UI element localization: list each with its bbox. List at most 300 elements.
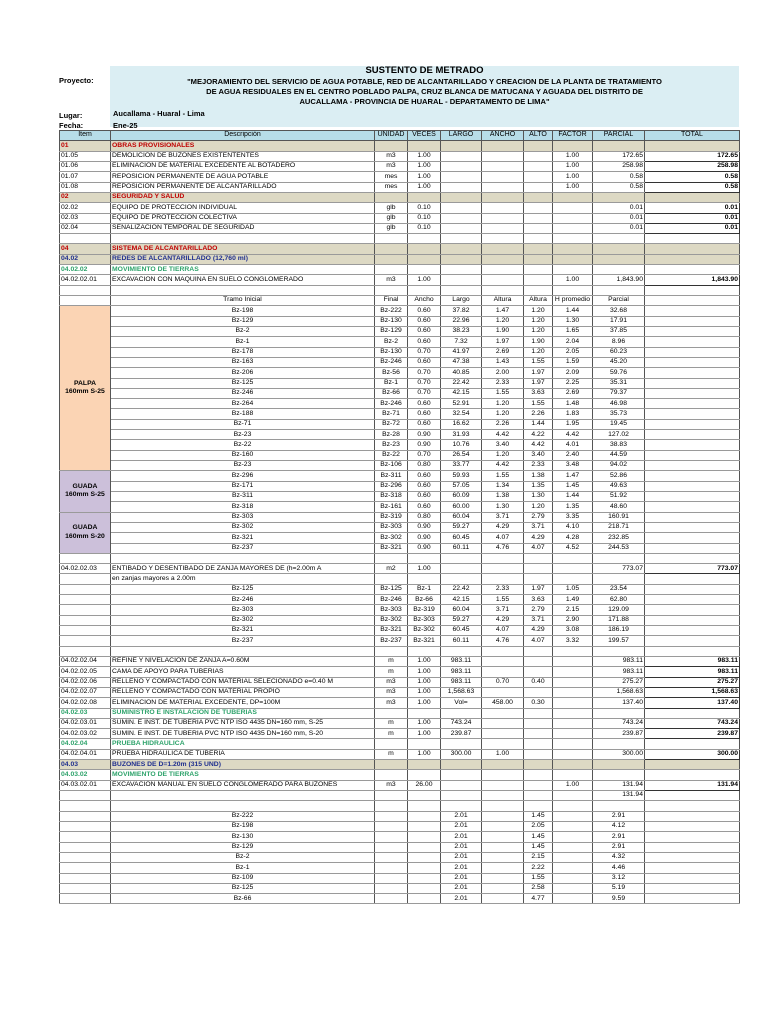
sub-cell: 1.47 (553, 471, 593, 481)
unit-cell: glb (375, 203, 408, 213)
factor-cell (553, 677, 593, 687)
alto-cell (524, 244, 553, 254)
tramo-cell: Bz-296 (111, 471, 375, 481)
sub-cell (408, 821, 441, 831)
ancho-cell (482, 770, 524, 780)
sub-cell: 0.70 (408, 368, 441, 378)
unit-cell (375, 760, 408, 770)
parcial-cell: 1,843.90 (593, 275, 645, 285)
sub-cell: 0.60 (408, 481, 441, 491)
project-label: Proyecto: (59, 76, 94, 85)
empty-cell (441, 801, 482, 811)
total-cell (645, 574, 740, 584)
sub-cell: 1.47 (482, 306, 524, 316)
sub-cell: 2.04 (553, 337, 593, 347)
sub-cell: 3.71 (482, 605, 524, 615)
sub-cell: 2.01 (441, 873, 482, 883)
sub-cell: 3.71 (524, 615, 553, 625)
sub-cell: 3.32 (553, 636, 593, 646)
sub-cell: Bz-303 (375, 522, 408, 532)
tramo-cell: Bz-125 (111, 378, 375, 388)
alto-cell (524, 192, 553, 202)
item-description: OBRAS PROVISIONALES (111, 141, 375, 151)
sub-cell: Ancho (408, 296, 441, 306)
largo-cell (441, 172, 482, 182)
largo-cell (441, 265, 482, 275)
sub-cell: 46.98 (593, 399, 645, 409)
metrado-table (59, 130, 740, 904)
sub-cell: 2.09 (553, 368, 593, 378)
sub-cell: 4.42 (553, 430, 593, 440)
item-row (60, 667, 740, 677)
item-description: ELIMINACION DE MATERIAL EXCEDENTE, DP=100M (111, 698, 375, 708)
sub-cell: 49.63 (593, 481, 645, 491)
sub-cell: 1.30 (482, 502, 524, 512)
largo-cell (441, 760, 482, 770)
empty-cell (553, 646, 593, 656)
sub-cell: 4.01 (553, 440, 593, 450)
item-row (60, 161, 740, 171)
sub-cell: 1.38 (524, 471, 553, 481)
empty-cell (524, 234, 553, 244)
ancho-cell (482, 729, 524, 739)
sub-cell: Bz-302 (375, 533, 408, 543)
parcial-cell (593, 739, 645, 749)
sub-cell: 38.83 (593, 440, 645, 450)
unit-cell: glb (375, 213, 408, 223)
sub-cell: 0.90 (408, 522, 441, 532)
sub-cell: 232.85 (593, 533, 645, 543)
veces-cell (408, 739, 441, 749)
tramo-cell: Bz-2 (111, 852, 375, 862)
sub-cell: 5.19 (593, 883, 645, 893)
sub-cell: 60.09 (441, 491, 482, 501)
sub-cell: 1.95 (553, 419, 593, 429)
item-description: CAMA DE APOYO PARA TUBERIAS (111, 667, 375, 677)
parcial-cell: 0.58 (593, 172, 645, 182)
veces-cell: 1.00 (408, 729, 441, 739)
empty-cell (60, 605, 111, 615)
unit-cell (375, 739, 408, 749)
tramo-cell: Bz-264 (111, 399, 375, 409)
parcial-cell: 743.24 (593, 718, 645, 728)
tramo-cell: Bz-129 (111, 842, 375, 852)
item-description: SEGURIDAD Y SALUD (111, 192, 375, 202)
empty-cell (645, 357, 740, 367)
sub-cell: 4.46 (593, 863, 645, 873)
sub-cell: 2.22 (524, 863, 553, 873)
parcial-cell: 0.58 (593, 182, 645, 192)
unit-cell: m3 (375, 677, 408, 687)
sub-cell: 60.45 (441, 533, 482, 543)
total-cell (645, 770, 740, 780)
ancho-cell (482, 161, 524, 171)
alto-cell (524, 574, 553, 584)
empty-cell (60, 584, 111, 594)
sub-cell: 60.45 (441, 626, 482, 636)
tramo-cell: Bz-302 (111, 615, 375, 625)
sub-row (60, 821, 740, 831)
largo-cell (441, 770, 482, 780)
sub-cell: 2.01 (441, 852, 482, 862)
parcial-cell: 275.27 (593, 677, 645, 687)
sub-cell (408, 842, 441, 852)
column-header: ALTO (524, 131, 553, 141)
sub-cell: 3.35 (553, 512, 593, 522)
sub-cell: 2.26 (482, 419, 524, 429)
sub-cell: 1.97 (524, 584, 553, 594)
sub-cell: 60.23 (593, 347, 645, 357)
sub-cell: 2.00 (482, 368, 524, 378)
alto-cell (524, 564, 553, 574)
veces-cell: 1.00 (408, 656, 441, 666)
total-cell: 0.01 (645, 213, 740, 223)
factor-cell (553, 687, 593, 697)
column-header: Item (60, 131, 111, 141)
empty-cell (60, 883, 111, 893)
sub-cell: 4.42 (524, 440, 553, 450)
ancho-cell (482, 275, 524, 285)
sub-cell: Bz-302 (375, 615, 408, 625)
tramo-cell: Bz-66 (111, 894, 375, 904)
sub-cell (482, 873, 524, 883)
empty-cell (645, 553, 740, 563)
sub-cell (375, 832, 408, 842)
sub-cell: 2.25 (553, 378, 593, 388)
item-description: REDES DE ALCANTARILLADO (12,760 ml) (111, 254, 375, 264)
empty-cell (645, 347, 740, 357)
column-header: VECES (408, 131, 441, 141)
total-cell: 131.94 (645, 780, 740, 790)
empty-cell (645, 409, 740, 419)
ancho-cell (482, 265, 524, 275)
sub-cell: 2.01 (441, 863, 482, 873)
sub-cell: 1.20 (482, 399, 524, 409)
sub-cell: 60.11 (441, 543, 482, 553)
sub-cell: 1.30 (553, 316, 593, 326)
sub-cell: 2.33 (524, 461, 553, 471)
parcial-cell: 983.11 (593, 667, 645, 677)
empty-cell (524, 285, 553, 295)
sub-cell (482, 832, 524, 842)
empty-cell (111, 234, 375, 244)
tramo-cell: Bz-188 (111, 409, 375, 419)
item-description: RELLENO Y COMPACTADO CON MATERIAL PROPIO (111, 687, 375, 697)
sub-cell: 0.70 (408, 450, 441, 460)
total-cell (645, 192, 740, 202)
sub-cell: 3.12 (593, 873, 645, 883)
largo-cell (441, 213, 482, 223)
item-row (60, 275, 740, 285)
empty-cell (60, 801, 111, 811)
ancho-cell (482, 223, 524, 233)
factor-cell (553, 574, 593, 584)
sub-cell: 2.01 (441, 894, 482, 904)
ancho-cell: 1.00 (482, 749, 524, 759)
unit-cell: m (375, 667, 408, 677)
parcial-cell: 0.01 (593, 213, 645, 223)
sub-row (60, 852, 740, 862)
sub-cell: 0.70 (408, 347, 441, 357)
sub-row (60, 368, 740, 378)
total-cell: 1,568.63 (645, 687, 740, 697)
empty-cell (645, 306, 740, 316)
ancho-cell (482, 687, 524, 697)
sub-cell (482, 852, 524, 862)
empty-cell (553, 285, 593, 295)
empty-cell (553, 234, 593, 244)
sub-cell: 35.73 (593, 409, 645, 419)
total-cell: 172.65 (645, 151, 740, 161)
sub-row (60, 357, 740, 367)
unit-cell (375, 192, 408, 202)
empty-cell (60, 615, 111, 625)
sub-cell: 31.93 (441, 430, 482, 440)
sub-cell: Bz-311 (375, 471, 408, 481)
parcial-cell: 137.40 (593, 698, 645, 708)
empty-cell (408, 553, 441, 563)
item-code: 04.02.02.03 (60, 564, 111, 574)
ancho-cell (482, 574, 524, 584)
unit-cell: mes (375, 182, 408, 192)
sub-cell: 0.60 (408, 316, 441, 326)
factor-cell (553, 708, 593, 718)
sub-row (60, 306, 740, 316)
parcial-cell (593, 760, 645, 770)
alto-cell (524, 151, 553, 161)
veces-cell (408, 254, 441, 264)
sub-cell: 45.20 (593, 357, 645, 367)
item-code: 04.03.02 (60, 770, 111, 780)
sub-row (60, 873, 740, 883)
sub-cell: 1.20 (524, 306, 553, 316)
empty-cell (60, 873, 111, 883)
sub-cell: 32.54 (441, 409, 482, 419)
sub-cell: 40.85 (441, 368, 482, 378)
sub-cell: 4.28 (553, 533, 593, 543)
item-code: 04.02.02.01 (60, 275, 111, 285)
alto-cell (524, 223, 553, 233)
column-header: FACTOR (553, 131, 593, 141)
sub-cell: Bz-222 (375, 306, 408, 316)
sub-cell: 37.82 (441, 306, 482, 316)
sub-cell: 47.38 (441, 357, 482, 367)
sub-cell: 3.40 (482, 440, 524, 450)
empty-cell (645, 543, 740, 553)
sub-cell: 160.91 (593, 512, 645, 522)
tramo-cell: Bz-160 (111, 450, 375, 460)
project-line-1: "MEJORAMIENTO DEL SERVICIO DE AGUA POTABLE, RED DE ALCANTARILLADO Y CREACION DE LA PLANTA DE TRATAMIENTO (187, 77, 662, 86)
empty-cell (645, 801, 740, 811)
sub-cell: Parcial (593, 296, 645, 306)
sub-cell: 1.55 (524, 873, 553, 883)
veces-cell (408, 708, 441, 718)
item-description: EXCAVACION CON MAQUINA EN SUELO CONGLOMERADO (111, 275, 375, 285)
sub-row (60, 399, 740, 409)
tramo-cell: Bz-237 (111, 636, 375, 646)
item-code: 04.02 (60, 254, 111, 264)
sub-row (60, 894, 740, 904)
item-code: 01.08 (60, 182, 111, 192)
sub-cell (482, 821, 524, 831)
item-code (60, 791, 111, 801)
sub-cell: 4.10 (553, 522, 593, 532)
total-cell (645, 708, 740, 718)
parcial-cell (593, 254, 645, 264)
item-description: EXCAVACION MANUAL EN SUELO CONGLOMERADO PARA BUZONES (111, 780, 375, 790)
factor-cell (553, 656, 593, 666)
item-description: SUMIN. E INST. DE TUBERIA PVC NTP ISO 4435 DN=160 mm, S-20 (111, 729, 375, 739)
largo-cell (441, 564, 482, 574)
empty-cell (645, 388, 740, 398)
sub-row (60, 533, 740, 543)
empty-cell (645, 522, 740, 532)
item-row (60, 760, 740, 770)
group-label: PALPA 160mm S-25 (60, 306, 111, 471)
factor-cell: 1.00 (553, 780, 593, 790)
parcial-cell (593, 192, 645, 202)
factor-cell (553, 739, 593, 749)
item-description: PRUEBA HIDRAULICA (111, 739, 375, 749)
item-row (60, 265, 740, 275)
sub-cell: 0.60 (408, 502, 441, 512)
sub-cell: 60.00 (441, 502, 482, 512)
item-row (60, 718, 740, 728)
largo-cell (441, 254, 482, 264)
sub-cell: 1.59 (553, 357, 593, 367)
sub-cell: 1.20 (482, 450, 524, 460)
sub-cell (553, 811, 593, 821)
sub-cell: 1.97 (482, 337, 524, 347)
sub-cell: Bz-66 (408, 595, 441, 605)
sub-cell: 9.59 (593, 894, 645, 904)
sub-cell: 4.07 (524, 636, 553, 646)
sub-cell (553, 852, 593, 862)
sub-cell (482, 894, 524, 904)
parcial-cell: 0.01 (593, 203, 645, 213)
largo-cell (441, 151, 482, 161)
sub-cell: 59.93 (441, 471, 482, 481)
sub-cell: Bz-246 (375, 357, 408, 367)
sub-cell: 0.70 (408, 388, 441, 398)
largo-cell (441, 739, 482, 749)
sub-row (60, 409, 740, 419)
alto-cell (524, 687, 553, 697)
sub-cell: 0.60 (408, 357, 441, 367)
empty-cell (645, 234, 740, 244)
sub-cell: Bz-2 (375, 337, 408, 347)
total-cell (645, 141, 740, 151)
veces-cell (408, 265, 441, 275)
item-description: REPOSICION PERMANENTE DE ALCANTARILLADO (111, 182, 375, 192)
sub-cell: 2.79 (524, 605, 553, 615)
sub-cell: 1.20 (524, 502, 553, 512)
alto-cell (524, 749, 553, 759)
empty-cell (408, 285, 441, 295)
empty-cell (60, 595, 111, 605)
item-code: 04.03 (60, 760, 111, 770)
item-description: REFINE Y NIVELACION DE ZANJA A=0.60M (111, 656, 375, 666)
item-code: 02.03 (60, 213, 111, 223)
sub-cell: 59.76 (593, 368, 645, 378)
sub-cell: 1.20 (524, 316, 553, 326)
sub-row (60, 419, 740, 429)
empty-cell (441, 646, 482, 656)
total-cell: 0.58 (645, 172, 740, 182)
factor-cell: 1.00 (553, 161, 593, 171)
factor-cell (553, 192, 593, 202)
sub-row (60, 296, 740, 306)
unit-cell: m3 (375, 780, 408, 790)
sub-cell: 1.55 (524, 399, 553, 409)
total-cell (645, 265, 740, 275)
item-code: 01.07 (60, 172, 111, 182)
empty-cell (60, 852, 111, 862)
item-description: MOVIMIENTO DE TIERRAS (111, 265, 375, 275)
item-row (60, 213, 740, 223)
sub-row (60, 337, 740, 347)
sub-cell: Bz-319 (408, 605, 441, 615)
empty-cell (645, 326, 740, 336)
alto-cell (524, 718, 553, 728)
sub-cell (408, 894, 441, 904)
group-label: GUADA 160mm S-20 (60, 512, 111, 553)
largo-cell (441, 203, 482, 213)
empty-cell (60, 234, 111, 244)
veces-cell (408, 244, 441, 254)
empty-cell (60, 553, 111, 563)
unit-cell (375, 141, 408, 151)
sub-cell (553, 821, 593, 831)
sub-row (60, 450, 740, 460)
sub-cell (375, 821, 408, 831)
sub-cell (375, 852, 408, 862)
largo-cell: 983.11 (441, 667, 482, 677)
unit-cell (375, 574, 408, 584)
sub-cell: 1.97 (524, 378, 553, 388)
alto-cell (524, 780, 553, 790)
empty-cell (482, 553, 524, 563)
tramo-cell: Bz-23 (111, 430, 375, 440)
empty-cell (60, 894, 111, 904)
total-cell: 1,843.90 (645, 275, 740, 285)
sub-cell: 1.45 (524, 811, 553, 821)
empty-cell (645, 471, 740, 481)
factor-cell: 1.00 (553, 182, 593, 192)
alto-cell (524, 182, 553, 192)
sub-cell: 0.80 (408, 512, 441, 522)
sub-cell: Bz-246 (375, 595, 408, 605)
item-description: ELIMINACION DE MATERIAL EXCEDENTE AL BOTADERO (111, 161, 375, 171)
sub-cell: 0.70 (408, 378, 441, 388)
sub-cell: 2.01 (441, 883, 482, 893)
empty-cell (111, 646, 375, 656)
unit-cell: m (375, 718, 408, 728)
sub-cell: 0.60 (408, 399, 441, 409)
sub-cell: 4.29 (482, 615, 524, 625)
sub-cell: 2.69 (553, 388, 593, 398)
empty-cell (408, 646, 441, 656)
sub-cell: 44.59 (593, 450, 645, 460)
item-row (60, 729, 740, 739)
empty-cell (111, 553, 375, 563)
sub-cell: 22.42 (441, 584, 482, 594)
column-header-row (60, 131, 740, 141)
factor-cell (553, 770, 593, 780)
veces-cell: 1.00 (408, 172, 441, 182)
sub-row (60, 430, 740, 440)
sub-cell: 2.15 (524, 852, 553, 862)
